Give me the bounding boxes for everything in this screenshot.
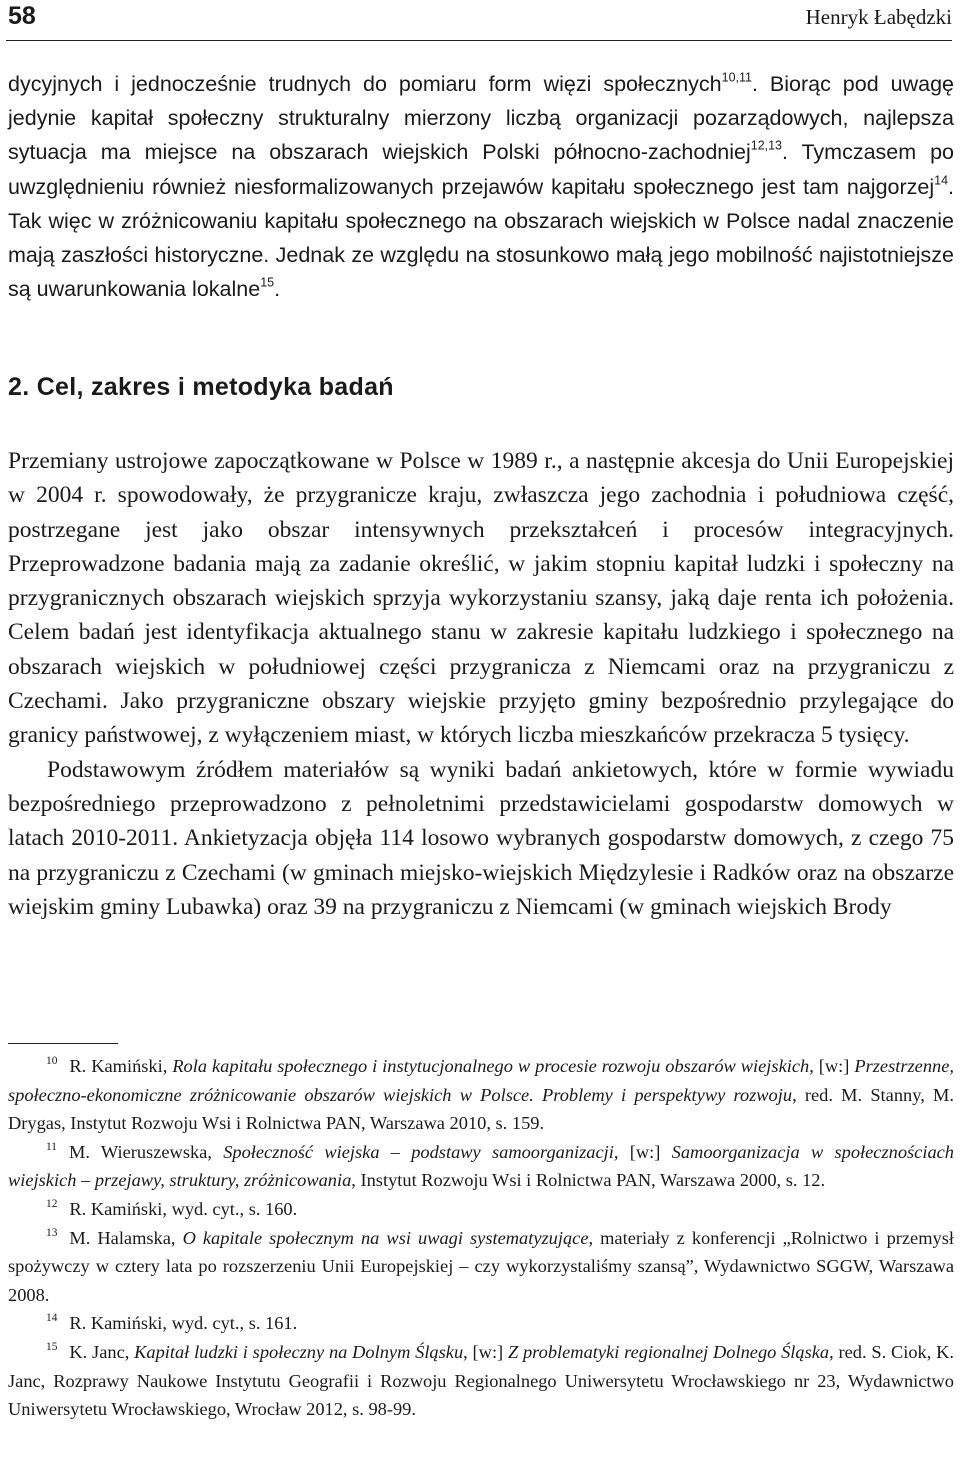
footnote-11 bbox=[8, 1138, 954, 1195]
footnote-number: 14 bbox=[46, 1312, 58, 1325]
footnote-text: , [w:] bbox=[613, 1141, 672, 1162]
paragraph-goals: Przemiany ustrojowe zapoczątkowane w Polsce w 1989 r., a następnie akcesja do Unii Europejskiej w 2004 r. spowodowały, że przygranicze kraju, zwłaszcza jego zachodnia i południowa część, postrzegane jest jako obszar intensywnych przekształceń i procesów integracyjnych. Przeprowadzone badania mają za zadanie określić, w jakim stopniu kapitał ludzki i społeczny na przygranicznych obszarach wiejskich sprzyja wykorzystaniu szansy, jaką daje renta ich położenia. Celem badań jest identyfikacja aktualnego stanu w zakresie kapitału ludzkiego i społecznego na obszarach wiejskich w południowej części przygranicza z Niemcami oraz na przygraniczu z Czechami. Jako przygraniczne obszary wiejskie przyjęto gminy bezpośrednio przylegające do granicy państwowej, z wyłączeniem miast, w których liczba mieszkańców przekracza 5 tysięcy. bbox=[8, 448, 954, 749]
footnote-title: Kapitał ludzki i społeczny na Dolnym Śląsku bbox=[134, 1341, 464, 1362]
section-heading: 2. Cel, zakres i metodyka badań bbox=[8, 373, 394, 401]
footnote-author: R. Kamiński, bbox=[69, 1056, 173, 1076]
intro-text-3: . Tymczasem po uwzględnieniu również niesformalizowanych przejawów kapitału społecznego jest tam najgorzej bbox=[8, 140, 954, 199]
footnote-text: , Instytut Rozwoju Wsi i Rolnictwa PAN, Warszawa 2000, s. 12. bbox=[351, 1170, 826, 1191]
page-number: 58 bbox=[8, 2, 36, 30]
section-body bbox=[8, 444, 954, 924]
footnote-text: R. Kamiński, wyd. cyt., s. 161. bbox=[69, 1313, 298, 1334]
paragraph-materials: Podstawowym źródłem materiałów są wyniki badań ankietowych, które w formie wywiadu bezpośredniego przeprowadzono z pełnoletnimi przedstawicielami gospodarstw domowych w latach 2010-2011. Ankietyzacja objęła 114 losowo wybranych gospodarstw domowych, z czego 75 na przygraniczu z Czechami (w gminach miejsko-wiejskich Międzylesie i Radków oraz na obszarze wiejskim gminy Lubawka) oraz 39 na przygraniczu z Niemcami (w gminach wiejskich Brody bbox=[8, 756, 954, 920]
footnote-text: , [w:] bbox=[463, 1341, 508, 1362]
footnote-ref-12-13: 12,13 bbox=[750, 139, 782, 154]
intro-text-5: . bbox=[274, 277, 281, 302]
footnote-ref-15: 15 bbox=[260, 275, 275, 290]
footnote-ref-14: 14 bbox=[934, 173, 949, 188]
footnote-title: Rola kapitału społecznego i instytucjonalnego w procesie rozwoju obszarów wiejskich bbox=[172, 1056, 810, 1076]
footnote-text: , red. M. Stanny, M. Drygas, Instytut Rozwoju Wsi i Rolnictwa PAN, Warszawa 2010, s. 159. bbox=[8, 1084, 954, 1134]
intro-text-4: . Tak więc w zróżnicowaniu kapitału społecznego na obszarach wiejskich w Polsce nadal znaczenie mają zaszłości historyczne. Jednak ze względu na stosunkowo małą jego mobilność najistotniejsze są uwarunkowania lokalne bbox=[8, 174, 954, 302]
footnote-13 bbox=[8, 1224, 954, 1310]
footnote-author: M. Wieruszewska, bbox=[68, 1141, 224, 1162]
intro-text-2: . Biorąc pod uwagę jedynie kapitał społeczny strukturalny mierzony liczbą organizacji pozarządowych, najlepsza sytuacja ma miejsce na obszarach wiejskich Polski północno-zachodniej bbox=[8, 72, 955, 165]
footnote-source-title: Przestrzenne, społeczno-ekonomiczne zróżnicowanie obszarów wiejskich w Polsce. Problemy i perspektywy rozwoju bbox=[8, 1056, 954, 1105]
footnote-author: M. Halamska, bbox=[69, 1227, 183, 1248]
footnote-source-title: Z problematyki regionalnej Dolnego Śląska bbox=[507, 1341, 830, 1362]
footnote-author: K. Janc, bbox=[69, 1341, 135, 1362]
intro-text-1: dycyjnych i jednocześnie trudnych do pomiaru form więzi społecznych bbox=[8, 72, 722, 96]
footnote-title: Społeczność wiejska – podstawy samoorganizacji bbox=[223, 1141, 614, 1162]
footnote-number: 15 bbox=[46, 1340, 58, 1353]
footnote-text: , materiały z konferencji „Rolnictwo i przemysł spożywczy w cztery lata po rozszerzeniu Unii Europejskiej – czy wykorzystaliśmy szansą”, Wydawnictwo SGGW, Warszawa 2008. bbox=[8, 1227, 954, 1305]
footnote-12 bbox=[8, 1195, 954, 1224]
footnote-15 bbox=[8, 1338, 954, 1424]
footnote-ref-10-11: 10,11 bbox=[721, 70, 752, 85]
footnote-source-title: Samoorganizacja w społecznościach wiejskich – przejawy, struktury, zróżnicowania bbox=[8, 1141, 955, 1191]
footnote-number: 11 bbox=[46, 1140, 57, 1153]
footnote-text: , red. S. Ciok, K. Janc, Rozprawy Naukowe Instytutu Geografii i Rozwoju Regionalnego Uniwersytetu Wrocławskiego nr 23, Wydawnictwo Uniwersytetu Wrocławskiego, Wrocław 2012, s. 98-99. bbox=[8, 1341, 955, 1420]
footnote-title: O kapitale społecznym na wsi uwagi systematyzujące bbox=[182, 1227, 589, 1248]
footnote-number: 10 bbox=[46, 1055, 58, 1068]
footnote-14 bbox=[8, 1309, 954, 1338]
running-head-author: Henryk Łabędzki bbox=[805, 5, 952, 29]
footnote-text: , [w:] bbox=[809, 1056, 855, 1076]
footnote-text: R. Kamiński, wyd. cyt., s. 160. bbox=[69, 1198, 298, 1219]
footnote-separator bbox=[8, 1043, 118, 1044]
footnote-number: 13 bbox=[46, 1226, 58, 1239]
footnote-10 bbox=[8, 1052, 954, 1138]
footnotes bbox=[8, 1052, 954, 1424]
footnote-number: 12 bbox=[46, 1197, 58, 1210]
page-header bbox=[6, 0, 952, 41]
intro-paragraph bbox=[8, 67, 954, 306]
